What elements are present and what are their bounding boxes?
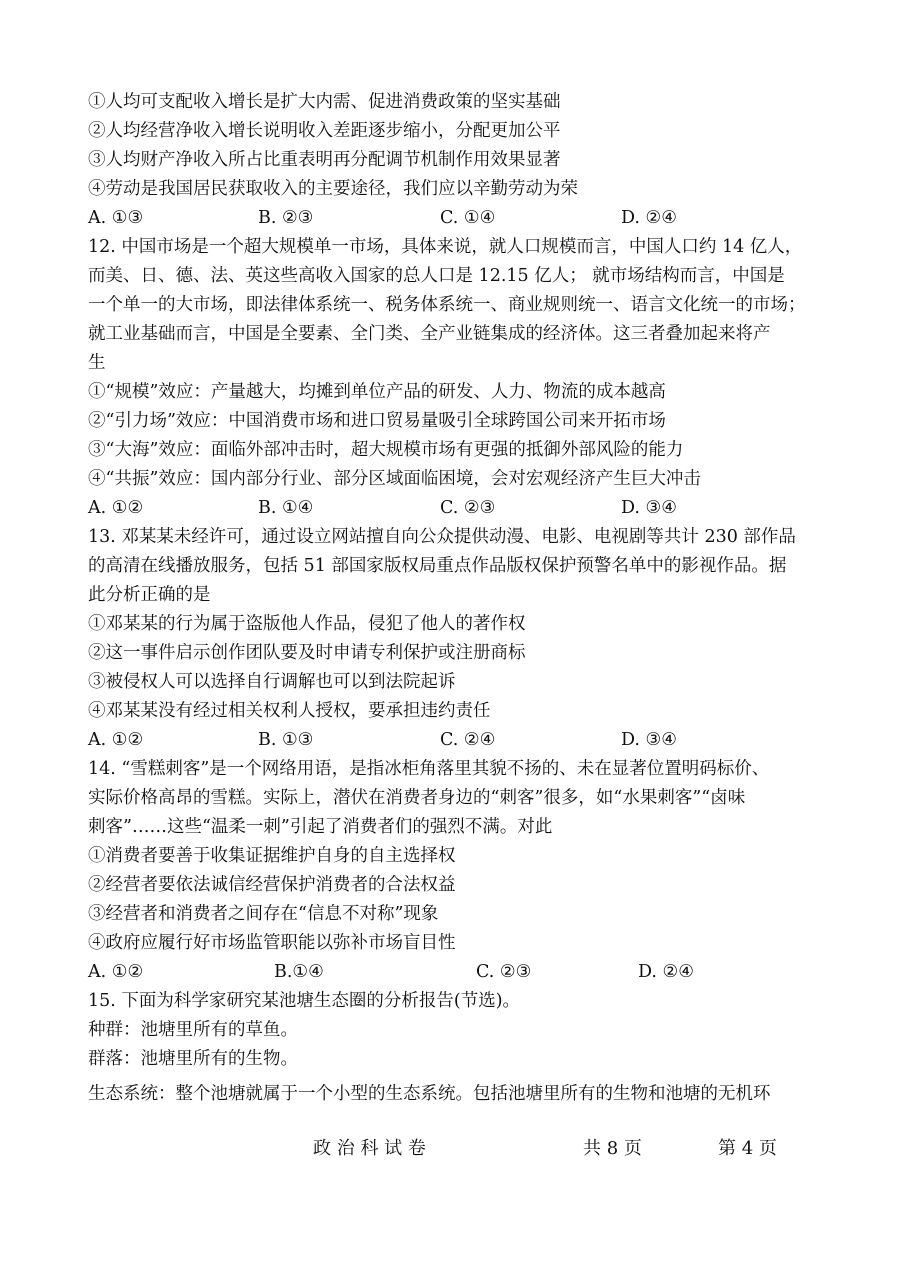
q15-community: 群落：池塘里所有的生物。 bbox=[88, 1049, 298, 1069]
q13-option-d: D. ③④ bbox=[621, 730, 677, 750]
q13-item-3: ③被侵权人可以选择自行调解也可以到法院起诉 bbox=[88, 672, 456, 692]
q15-population: 种群：池塘里所有的草鱼。 bbox=[88, 1020, 298, 1040]
q14-stem-line-3: 刺客”……这些“温柔一刺”引起了消费者们的强烈不满。对此 bbox=[88, 817, 553, 837]
q14-option-a: A. ①② bbox=[88, 962, 144, 982]
footer-total-pages: 共 8 页 bbox=[583, 1138, 642, 1159]
q12-options bbox=[88, 496, 828, 520]
q14-option-d: D. ②④ bbox=[638, 962, 694, 982]
q12-option-c: C. ②③ bbox=[440, 498, 496, 518]
q13-stem-line-3: 此分析正确的是 bbox=[88, 585, 211, 605]
q12-item-1: ①“规模”效应：产量越大，均摊到单位产品的研发、人力、物流的成本越高 bbox=[88, 382, 666, 402]
q14-option-c: C. ②③ bbox=[476, 962, 532, 982]
q12-stem-line-1: 12. 中国市场是一个超大规模单一市场，具体来说，就人口规模而言，中国人口约 14 亿人， bbox=[88, 237, 803, 257]
q14-stem-line-2: 实际价格高昂的雪糕。实际上，潜伏在消费者身边的“刺客”很多，如“水果刺客”“卤味 bbox=[88, 788, 746, 808]
q12-stem-line-3: 一个单一的大市场，即法律体系统一、税务体系统一、商业规则统一、语言文化统一的市场； bbox=[88, 295, 806, 315]
q12-option-a: A. ①② bbox=[88, 498, 144, 518]
q11-item-2: ②人均经营净收入增长说明收入差距逐步缩小，分配更加公平 bbox=[88, 121, 561, 141]
page-footer bbox=[0, 1136, 900, 1162]
q12-item-4: ④“共振”效应：国内部分行业、部分区域面临困境，会对宏观经济产生巨大冲击 bbox=[88, 469, 701, 489]
q15-ecosystem: 生态系统：整个池塘就属于一个小型的生态系统。包括池塘里所有的生物和池塘的无机环 bbox=[88, 1084, 771, 1104]
q12-item-3: ③“大海”效应：面临外部冲击时，超大规模市场有更强的抵御外部风险的能力 bbox=[88, 440, 684, 460]
q11-item-3: ③人均财产净收入所占比重表明再分配调节机制作用效果显著 bbox=[88, 150, 561, 170]
q12-option-b: B. ①④ bbox=[258, 498, 314, 518]
q11-option-d: D. ②④ bbox=[621, 208, 677, 228]
q14-item-4: ④政府应履行好市场监管职能以弥补市场盲目性 bbox=[88, 933, 456, 953]
q14-option-b: B.①④ bbox=[274, 962, 324, 982]
q11-options bbox=[88, 206, 828, 230]
q14-options bbox=[88, 960, 828, 984]
q11-option-a: A. ①③ bbox=[88, 208, 144, 228]
q12-stem-line-5: 生 bbox=[88, 353, 106, 373]
q12-option-d: D. ③④ bbox=[621, 498, 677, 518]
q11-option-c: C. ①④ bbox=[440, 208, 496, 228]
q14-item-3: ③经营者和消费者之间存在“信息不对称”现象 bbox=[88, 904, 439, 924]
q13-option-c: C. ②④ bbox=[440, 730, 496, 750]
q14-item-2: ②经营者要依法诚信经营保护消费者的合法权益 bbox=[88, 875, 456, 895]
q13-stem-line-1: 13. 邓某某未经许可，通过设立网站擅自向公众提供动漫、电影、电视剧等共计 230 部作品 bbox=[88, 527, 796, 547]
q11-item-1: ①人均可支配收入增长是扩大内需、促进消费政策的坚实基础 bbox=[88, 92, 561, 112]
q13-item-1: ①邓某某的行为属于盗版他人作品，侵犯了他人的著作权 bbox=[88, 614, 526, 634]
q13-option-a: A. ①② bbox=[88, 730, 144, 750]
q12-stem-line-2: 而美、日、德、法、英这些高收入国家的总人口是 12.15 亿人； 就市场结构而言，中国是 bbox=[88, 266, 785, 286]
q13-item-4: ④邓某某没有经过相关权利人授权，要承担违约责任 bbox=[88, 701, 491, 721]
footer-subject: 政 治 科 试 卷 bbox=[313, 1138, 426, 1159]
q13-options bbox=[88, 728, 828, 752]
q11-item-4: ④劳动是我国居民获取收入的主要途径，我们应以辛勤劳动为荣 bbox=[88, 179, 578, 199]
q15-stem: 15. 下面为科学家研究某池塘生态圈的分析报告(节选)。 bbox=[88, 991, 521, 1011]
q11-option-b: B. ②③ bbox=[258, 208, 314, 228]
q13-option-b: B. ①③ bbox=[258, 730, 314, 750]
q12-stem-line-4: 就工业基础而言，中国是全要素、全门类、全产业链集成的经济体。这三者叠加起来将产 bbox=[88, 324, 771, 344]
q13-item-2: ②这一事件启示创作团队要及时申请专利保护或注册商标 bbox=[88, 643, 526, 663]
q14-stem-line-1: 14. “雪糕刺客”是一个网络用语，是指冰柜角落里其貌不扬的、未在显著位置明码标价、 bbox=[88, 759, 770, 779]
q14-item-1: ①消费者要善于收集证据维护自身的自主选择权 bbox=[88, 846, 456, 866]
q13-stem-line-2: 的高清在线播放服务，包括 51 部国家版权局重点作品版权保护预警名单中的影视作品。据 bbox=[88, 556, 787, 576]
footer-page-number: 第 4 页 bbox=[718, 1138, 777, 1159]
q12-item-2: ②“引力场”效应：中国消费市场和进口贸易量吸引全球跨国公司来开拓市场 bbox=[88, 411, 666, 431]
